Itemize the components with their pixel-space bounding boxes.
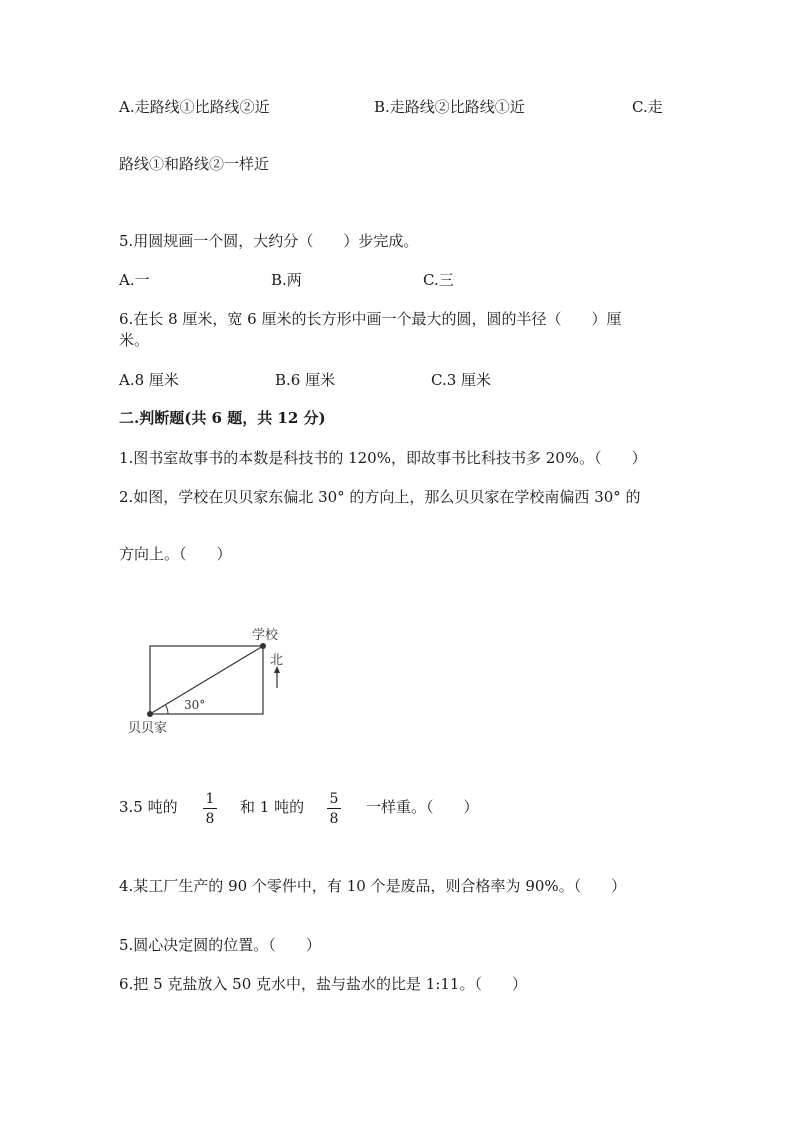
fraction-numerator: 5	[329, 791, 339, 807]
school-point	[260, 643, 266, 649]
north-label: 北	[270, 653, 284, 668]
judge-question-2-line1: 2.如图，学校在贝贝家东偏北 30° 的方向上，那么贝贝家在学校南偏西 30° 的	[119, 488, 641, 506]
fraction-numerator: 1	[205, 791, 215, 807]
q6-stem-line2: 米。	[119, 331, 150, 349]
judge-question-3-part3: 一样重。（ ）	[366, 798, 479, 816]
q5-option-c: C.三	[423, 271, 454, 289]
fraction-bar	[203, 808, 217, 809]
angle-arc	[166, 705, 169, 714]
school-label: 学校	[252, 628, 279, 643]
q6-option-c: C.3 厘米	[431, 371, 492, 389]
judge-question-5: 5.圆心决定圆的位置。（ ）	[119, 936, 321, 954]
judge-question-6: 6.把 5 克盐放入 50 克水中，盐与盐水的比是 1:11。（ ）	[119, 975, 527, 993]
judge-question-2-line2: 方向上。（ ）	[119, 545, 232, 563]
judge-question-3-part1: 3.5 吨的	[119, 798, 178, 816]
fraction-denominator: 8	[205, 811, 215, 827]
q5-option-a: A.一	[119, 271, 150, 289]
judge-question-1: 1.图书室故事书的本数是科技书的 120%，即故事书比科技书多 20%。（ ）	[119, 449, 647, 467]
figure-diagonal	[150, 646, 263, 714]
judge-question-4: 4.某工厂生产的 90 个零件中，有 10 个是废品，则合格率为 90%。（ ）	[119, 877, 627, 895]
judge-question-3-part2: 和 1 吨的	[240, 798, 305, 816]
fraction-denominator: 8	[329, 811, 339, 827]
q6-option-a: A.8 厘米	[119, 371, 179, 389]
fraction-five-eighths	[327, 791, 341, 827]
fraction-one-eighth	[203, 791, 217, 827]
fraction-bar	[327, 808, 341, 809]
section-title: 二.判断题(共 6 题，共 12 分)	[119, 409, 326, 427]
home-point	[147, 711, 153, 717]
home-label: 贝贝家	[128, 721, 168, 736]
q4-option-c-start: C.走	[632, 98, 663, 116]
q6-option-b: B.6 厘米	[275, 371, 336, 389]
q6-stem-line1: 6.在长 8 厘米，宽 6 厘米的长方形中画一个最大的圆，圆的半径（ ）厘	[119, 310, 622, 328]
angle-label: 30°	[184, 698, 206, 712]
direction-figure	[128, 620, 298, 740]
q4-option-b: B.走路线②比路线①近	[374, 98, 525, 116]
q4-option-c-continued: 路线①和路线②一样近	[119, 155, 270, 173]
q5-option-b: B.两	[271, 271, 302, 289]
q4-option-a: A.走路线①比路线②近	[119, 98, 270, 116]
q5-stem: 5.用圆规画一个圆，大约分（ ）步完成。	[119, 232, 419, 250]
